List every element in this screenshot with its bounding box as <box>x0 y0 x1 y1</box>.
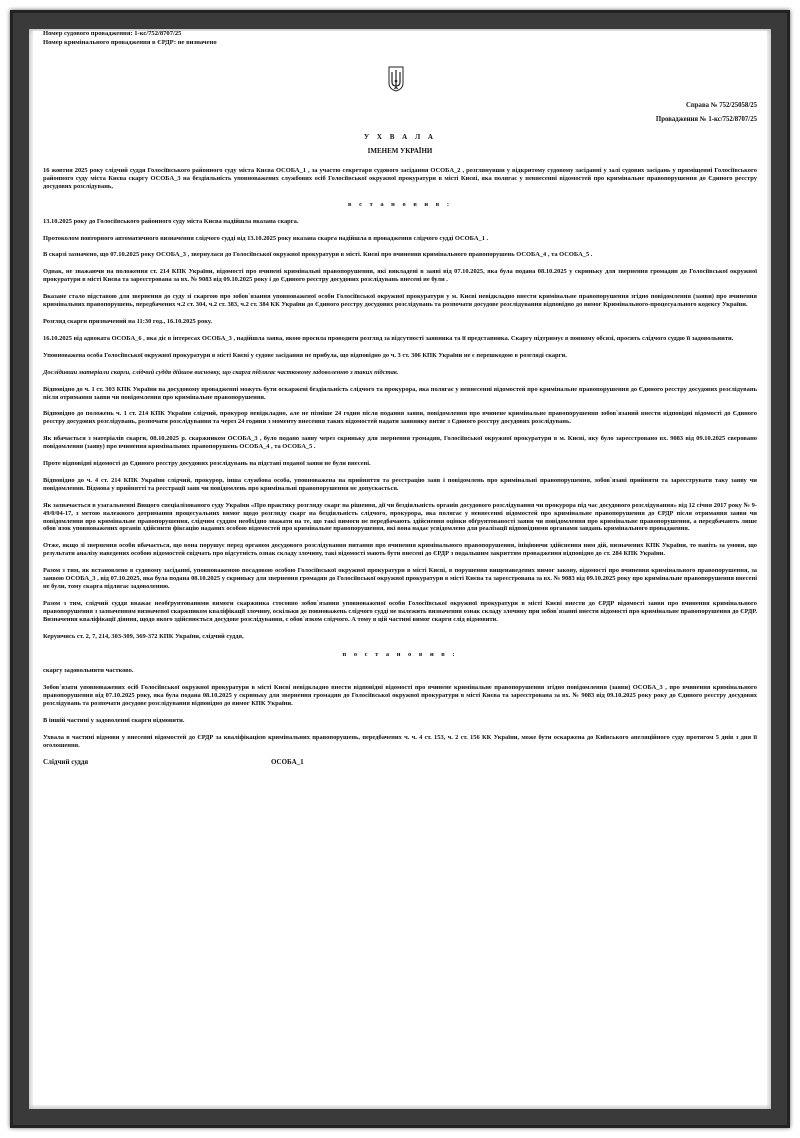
reasoning-paragraph: Разом з тим, слідчий суддя вважає необґрунтованими вимоги скаржника стосовно зобов`язання уповноваженої особи Голосіївської окружної прокуратури в місті Києві внести до ЄРДР відомості заяви про вчинення кримінального правопорушення з зазначенням визначеної скаржником кваліфікації злочину, оскільки до повноважень слідчого судді не належить визначення ознак складу злочину при зобов`язанні внести відомості про кримінальне правопорушення до ЄРДР. Визначення кваліфікації діяння, щодо якого здійснюється досудове розслідування, є обов`язком слідчого. А тому в цій частині вимог скарги слід відмовити. <box>43 599 757 623</box>
reasoning-paragraph: Разом з тим, як встановлено в судовому засіданні, уповноваженою посадовою особою Голосіївської окружної прокуратури в місті Києві, в порушення вищенаведених вимог закону, відомості про вчинення кримінального правопорушення, за заявою ОСОБА_3 , від 07.10.2025, яка була подана 08.10.2025 у скриньку для звернення громадян до Голосіївської окружної прокуратури в місті Києва та зареєстрована за вх. № 9083 від 09.10.2025 року про кримінальне правопорушення внесені не були, тому скарга підлягає задоволенню. <box>43 567 757 590</box>
criminal-case-number: Номер кримінального провадження в ЄРДР: не визначено <box>43 39 217 46</box>
section-established-heading: в с т а н о в и в : <box>348 200 452 208</box>
reasoning-paragraph: Як зазначається в узагальненні Вищого спеціалізованого суду України «Про практику розгляду скарг на рішення, дії чи бездіяльність органів досудового розслідування чи прокурора під час досудового розслідування» від 12 січня 2017 року № 9-49/0/04-17, з метою належного дотримання процесуальних вимог щодо розгляду скарг на бездіяльність слідчого, прокурора, яка полягає у невнесенні відомостей про кримінальне правопорушення до ЄРДР після отримання заяви чи повідомлення про кримінальне правопорушення, слідчим суддям необхідно зважати на те, що такі вимоги не передбачають здійснення оцінки обґрунтованості заяви чи повідомлення про кримінальне правопорушення, а передбачають лише обов`язок уповноважених органів здійснити фіксацію наданих особою відомостей про кримінальне правопорушення, які вона надає усвідомлено для реалізації відповідними органами завдань кримінального провадження. <box>43 501 757 533</box>
established-paragraph: В скарзі зазначено, що 07.10.2025 року ОСОБА_3 , звернулася до Голосіївської окружної прокуратури в місті. Києві про вчинення кримінального правопорушень ОСОБА_4 , та ОСОБА_5 . <box>43 251 593 259</box>
established-paragraph: Вказане стало підставою для звернення до суду зі скаргою про зобов`язання уповноваженої особи Голосіївської окружної прокуратури у м. Києві невідкладно внести кримінальне правопорушення згідно повідомлення (заяви) про вчинення кримінальних правопорушень, передбачених ч.2 ст. 304, ч.2 ст. 383, ч.2 ст. 384 КК України до Єдиного реєстру досудових розслідувань та розпочати досудове розслідування відповідно до вимог Кримінального-процесуального кодексу України. <box>43 293 757 309</box>
intro-paragraph: 16 жовтня 2025 року слідчий суддя Голосіївського районного суду міста Києва ОСОБА_1 , за участю секретаря судового засідання ОСОБА_2 , розглянувши у відкритому судовому засіданні у залі судових засідань у приміщенні Голосіївського районного суду міста Києва скаргу ОСОБА_3 на бездіяльність уповноважених службових осіб Голосіївської окружної прокуратури в місті Києві, яка полягає у невнесенні відомостей про кримінальне правопорушення до Єдиного реєстру досудових розслідувань, <box>43 167 757 190</box>
established-paragraph: Уповноважена особа Голосіївської окружної прокуратури в місті Києві у судове засідання не прибула, що відповідно до ч. 3 ст. 306 КПК України не є перешкодою в розгляді скарги. <box>43 351 567 359</box>
signature-block <box>43 759 757 771</box>
reasoning-paragraph: Отже, якщо зі звернення особи вбачається, що вона порушує перед органом досудового розслідування питання про вчинення кримінального правопорушення, ініціюючи здійснення ним дій, визначених КПК України, то навіть за умови, що результати аналізу наведених особою відомостей свідчать про відсутність ознак складу злочину, такі відомості мають бути внесені до ЄРДР з подальшим закриттям провадження відповідно до ст. 284 КПК України. <box>43 542 757 558</box>
ruling-paragraph: скаргу задовольнити частково. <box>43 667 134 675</box>
signature-name: ОСОБА_1 <box>271 757 304 766</box>
section-ruled-heading: п о с т а н о в и в : <box>342 650 458 658</box>
established-paragraph: Розгляд скарги призначений на 11:30 год., 16.10.2025 року. <box>43 317 212 325</box>
frame-mat <box>29 29 771 1109</box>
reasoning-paragraph: Відповідно до ч. 1 ст. 303 КПК України на досудовому провадженні можуть бути оскаржені бездіяльність слідчого та прокурора, яка полягає у невнесенні відомостей про кримінальне правопорушення до Єдиного реєстру досудових розслідувань після отримання заяви чи повідомлення про кримінальне правопорушення. <box>43 385 757 401</box>
trident-icon <box>388 65 404 93</box>
document-page <box>33 31 767 1105</box>
document-subtitle: ІМЕНЕМ УКРАЇНИ <box>367 147 433 155</box>
reasoning-paragraph: Проте відповідні відомості до Єдиного реєстру досудових розслідувань на підставі поданої заяви не були внесені. <box>43 460 371 468</box>
established-paragraph: Протоколом повторного автоматичного визначення слідчого судді від 13.10.2025 року вказана скарга надійшла в провадження слідчого судді ОСОБА_1 . <box>43 234 489 242</box>
examined-heading: Дослідивши матеріали скарги, слідчий суддя дійшов висновку, що скарга підлягає частковому задоволенню з таких підстав. <box>43 368 399 376</box>
established-paragraph: 13.10.2025 року до Голосіївського районного суду міста Києва надійшла вказана скарга. <box>43 217 299 225</box>
picture-frame <box>10 10 790 1128</box>
reasoning-paragraph: Як вбачається з матеріалів скарги, 08.10.2025 р. скаржником ОСОБА_3 , було подано заяву через скриньку для звернення громадян, Голосіївської окружної прокуратури в м. Києві, яку було зареєстровано вх. 9083 від 09.10.2025 сверовано повідомлення (заяву) про вчинення кримінальних правопорушень ОСОБА_4 , та ОСОБА_5 . <box>43 435 757 451</box>
ruling-paragraph: В іншій частині у задоволенні скарги відмовити. <box>43 717 185 725</box>
document-title: У Х В А Л А <box>364 133 436 141</box>
proceeding-number: Провадження № 1-кс/752/8707/25 <box>655 116 757 123</box>
signature-role: Слідчий суддя <box>43 757 89 766</box>
reasoning-paragraph: Керуючись ст. 2, 7, 214, 303-309, 369-372 КПК України, слідчий суддя, <box>43 632 244 640</box>
reasoning-paragraph: Відповідно до положень ч. 1 ст. 214 КПК України слідчий, прокурор невідкладно, але не пізніше 24 годин після подання заяви, повідомлення про вчинене кримінальне правопорушення зобов`язаний внести відповідні відомості до Єдиного реєстру досудових розслідувань, розпочати розслідування та через 24 години з моменту внесення таких відомостей надати заявнику витяг з Єдиного реєстру досудових розслідувань. <box>43 410 757 426</box>
case-number: Справа № 752/25058/25 <box>685 102 757 109</box>
established-paragraph: Однак, не зважаючи на положення ст. 214 КПК України, відомості про вчинені кримінальні правопорушення, які викладені в заяві від 07.10.2025, яка була подана 08.10.2025 у скриньку для звернення громадян до Голосіївської окружної прокуратури в місті Києва та зареєстрована за вх. № 9083 від 09.10.2025 року і до Єдиного реєстру досудових розслідувань внесені не були . <box>43 268 757 284</box>
ruling-paragraph: Ухвала в частині відмови у внесенні відомостей до ЄРДР за кваліфікацією кримінальних правопорушень, передбачених ч. ч. 4 ст. 153, ч. 2 ст. 156 КК України, може бути оскаржена до Київського апеляційного суду протягом 5 днів з дня її оголошення. <box>43 733 757 749</box>
reasoning-paragraph: Відповідно до ч. 4 ст. 214 КПК України слідчий, прокурор, інша службова особа, уповноважена на прийняття та реєстрацію заяв і повідомлень про кримінальні правопорушення, зобов`язані прийняти та зареєструвати таку заяву чи повідомлення. Відмова у прийнятті та реєстрації заяв чи повідомлень про кримінальні правопорушення не допускається. <box>43 476 757 492</box>
established-paragraph: 16.10.2025 від адвоката ОСОБА_6 , яка діє в інтересах ОСОБА_3 , надійшла заява, якою просила проводити розгляд за відсутності заявника та її представника. Скаргу підтримує в повному обсязі, просить слідчого суддю її задовольнити. <box>43 334 734 342</box>
ruling-paragraph: Зобов`язати уповноважених осіб Голосіївської окружної прокуратури в місті Києві невідкладно внести відповідні відомості про вчинене кримінальне правопорушення згідно повідомлення (заяви) ОСОБА_3 , про вчинення кримінального правопорушення від 07.10.2025 року, яка була подана 08.10.2025 у скриньку для звернення громадян до Голосіївської окружної прокуратури в місті Києва та зареєстрована за вх. № 9083 від 09.10.2025 року року до Єдиного реєстру досудових розслідувань та розпочати досудове розслідування відповідно до вимог КПК України. <box>43 684 757 708</box>
court-case-number: Номер судового провадження: 1-кс/752/8707/25 <box>43 31 182 37</box>
document-body <box>43 167 757 771</box>
